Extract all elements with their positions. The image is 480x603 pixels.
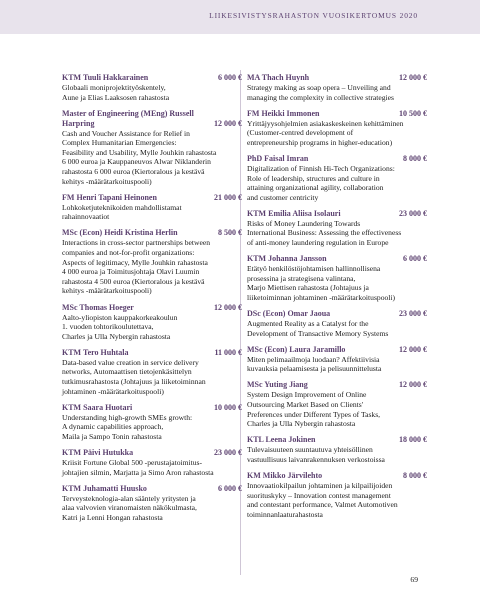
recipient-name: KTM Saara Huotari [62, 402, 133, 412]
grant-description [247, 390, 427, 428]
description-line: rahastosta 6 000 euroa (Kiertoralous ja kestävä [62, 167, 205, 177]
grant-description [62, 313, 242, 342]
grant-amount: 12 000 € [399, 344, 427, 354]
grant-description [62, 129, 242, 187]
grant-entry [62, 193, 242, 222]
grant-title-line [62, 348, 242, 358]
right-column [247, 73, 427, 526]
grant-description [247, 219, 427, 248]
description-line: and customer centricity [247, 192, 319, 202]
recipient-name [62, 109, 194, 129]
description-line: alaa valvovien viranomaisten näkökulmasta, [62, 503, 197, 513]
grant-amount: 8 000 € [403, 470, 427, 480]
grant-amount: 23 000 € [399, 309, 427, 318]
grant-entry [62, 448, 242, 477]
description-line: Cash and Voucher Assistance for Relief in [62, 128, 190, 138]
grant-amount: 10 500 € [399, 108, 427, 118]
grant-title-line [247, 471, 427, 481]
description-line: System Design Improvement of Online [247, 390, 367, 400]
grant-entry [62, 403, 242, 442]
description-line: johtaminen -määrätarkoituspooli) [62, 386, 164, 396]
recipient-name: KTM Johanna Jansson [247, 254, 327, 264]
recipient-name-line: Master of Engineering (MEng) Russell [62, 108, 194, 118]
description-line: attaining organizational agility, collaboration [247, 183, 384, 193]
grant-amount: 10 000 € [214, 402, 242, 412]
grant-entry [247, 109, 427, 148]
description-line: of anti-money laundering regulation in Europe [247, 238, 389, 248]
description-line: Miten pelimaailmoja luodaan? Affektiivisia [247, 354, 380, 364]
description-line: Charles ja Ulla Nybergin rahastosta [247, 419, 356, 429]
description-line: Complex Humanitarian Emergencies: [62, 138, 177, 148]
grant-title-line [247, 73, 427, 83]
description-line: Kriisit Fortune Global 500 -perustajatoimitus- [62, 457, 203, 467]
recipient-name: KTM Emilia Aliisa Isolauri [247, 208, 341, 218]
grant-description [247, 445, 427, 464]
description-line: Maila ja Sampo Tonin rahastosta [62, 431, 162, 441]
recipient-name: KTM Tuuli Hakkarainen [62, 73, 149, 82]
description-line: Data-based value creation in service delivery [62, 357, 199, 367]
left-column [62, 73, 242, 529]
description-line: rahastosta 4 500 euroa (Kiertoralous ja kestävä [62, 276, 205, 286]
grant-title-line [62, 109, 242, 129]
description-line: Globaali moniprojektityöskentely, [62, 83, 166, 92]
recipient-name: MSc Thomas Hoeger [62, 302, 134, 312]
grant-entry [62, 303, 242, 342]
recipient-name: FM Henri Tapani Heinonen [62, 192, 157, 202]
grant-description [247, 264, 427, 302]
grant-title-line [62, 484, 242, 494]
recipient-name: FM Heikki Immonen [247, 108, 320, 118]
description-line: (Customer-centred development of [247, 128, 354, 138]
grant-amount: 12 000 € [214, 302, 242, 312]
grant-entry [247, 380, 427, 428]
grant-title-line [62, 228, 242, 238]
description-line: Risks of Money Laundering Towards [247, 218, 361, 228]
description-line: johtajien silmin, Marjatta ja Simo Aron rahastosta [62, 467, 214, 477]
grant-title-line [62, 448, 242, 458]
grant-description [62, 494, 242, 523]
grant-entry [62, 228, 242, 296]
grant-entry [247, 73, 427, 102]
grant-amount: 12 000 € [214, 118, 242, 128]
grant-amount: 12 000 € [399, 73, 427, 82]
grant-description [62, 458, 242, 477]
recipient-name: MSc (Econ) Laura Jaramillo [247, 344, 346, 354]
grant-title-line [247, 380, 427, 390]
description-line: Yrittäjyysohjelmien asiakaskeskeinen kehittäminen [247, 118, 404, 128]
description-line: Strategy making as soap opera – Unveiling and [247, 83, 391, 92]
grant-amount: 6 000 € [218, 73, 242, 82]
grant-description [62, 238, 242, 296]
recipient-name: PhD Faisal Imran [247, 153, 309, 163]
grant-description [62, 203, 242, 222]
grant-entry [247, 345, 427, 374]
grant-title-line [247, 109, 427, 119]
grant-title-line [62, 403, 242, 413]
grant-description [62, 358, 242, 396]
description-line: Aune ja Elias Laaksosen rahastosta [62, 92, 170, 102]
description-line: Innovaatiokilpailun johtaminen ja kilpailijoiden [247, 480, 393, 490]
description-line: liiketoiminnan johtaminen -määrätarkoituspooli) [247, 292, 396, 302]
description-line: kehitys -määrätarkoituspooli) [62, 176, 152, 186]
description-line: Katri ja Lenni Hongan rahastosta [62, 512, 163, 522]
recipient-name-line: Harpring [62, 118, 95, 128]
description-line: kehitys -määrätarkoituspooli) [62, 286, 152, 296]
grant-description [247, 83, 427, 102]
grant-amount: 12 000 € [399, 380, 427, 390]
description-line: Charles ja Ulla Nybergin rahastosta [62, 331, 171, 341]
description-line: Marjo Miettisen rahastosta (Johtajuus ja [247, 283, 369, 293]
description-line: and contestant performance, Valmet Automotiven [247, 500, 398, 510]
grant-amount: 11 000 € [214, 347, 242, 357]
recipient-name: KTL Leena Jokinen [247, 435, 316, 445]
recipient-name: KM Mikko Järvilehto [247, 470, 323, 480]
grant-description [247, 164, 427, 202]
grant-title-line [247, 435, 427, 445]
grant-amount: 18 000 € [399, 435, 427, 445]
grant-description [62, 83, 242, 102]
grant-entry [247, 209, 427, 248]
grant-entry [247, 254, 427, 302]
grant-title-line [62, 303, 242, 313]
grant-entry [62, 348, 242, 396]
description-line: companies and not-for-profit organizations: [62, 248, 195, 258]
description-line: kuvauksia pelaamisesta ja pelisuunnittelusta [247, 364, 382, 374]
description-line: toiminnanlaaturahastosta [247, 509, 323, 519]
description-line: A dynamic capabilities approach, [62, 422, 164, 432]
description-line: Tulevaisuuteen suuntautuva yhteisöllinen [247, 445, 373, 455]
grant-title-line [247, 154, 427, 164]
grant-entry [62, 484, 242, 523]
description-line: entrepreneurship programs in higher-education) [247, 137, 393, 147]
grant-entry [247, 471, 427, 519]
description-line: Aalto-yliopiston kauppakorkeakoulun [62, 312, 178, 322]
description-line: 4 000 euroa ja Toimitusjohtaja Olavi Luumin [62, 267, 200, 277]
grant-entry [62, 109, 242, 187]
grant-amount: 23 000 € [399, 208, 427, 218]
grant-title-line [247, 309, 427, 319]
description-line: Understanding high-growth SMEs growth: [62, 412, 193, 422]
description-line: Aspects of legitimacy, Mylle Jouhkin rahastosta [62, 257, 208, 267]
grant-description [247, 319, 427, 338]
description-line: Preferences under Different Types of Tasks, [247, 409, 381, 419]
description-line: vastuullisuus laivanrakennuksen verkostoissa [247, 454, 385, 464]
header-title: LIIKESIVISTYSRAHASTON VUOSIKERTOMUS 2020 [209, 11, 418, 20]
grant-title-line [62, 73, 242, 83]
description-line: Digitalization of Finnish Hi-Tech Organizations: [247, 163, 395, 173]
description-line: suorituskyky – Innovation contest management [247, 490, 391, 500]
description-line: Augmented Reality as a Catalyst for the [247, 319, 369, 328]
description-line: Outsourcing Market Based on Clients' [247, 399, 364, 409]
grant-entry [247, 154, 427, 202]
grant-amount: 6 000 € [403, 254, 427, 264]
grant-title-line [62, 193, 242, 203]
recipient-name: KTM Tero Huhtala [62, 347, 129, 357]
description-line: Development of Transactive Memory Systems [247, 328, 389, 338]
description-line: Feasibility and Usability, Mylle Jouhkin rahastosta [62, 147, 217, 157]
description-line: prosessina ja strategisena valintana, [247, 273, 356, 283]
grant-amount: 21 000 € [214, 192, 242, 202]
grant-description [247, 355, 427, 374]
description-line: International Business: Assessing the effectiveness [247, 228, 402, 238]
description-line: 1. vuoden tohtorikoulutettava, [62, 322, 154, 332]
description-line: Etätyö henkilöstöjohtamisen hallinnollisena [247, 264, 381, 274]
description-line: managing the complexity in collective strategies [247, 92, 394, 102]
grant-title-line [247, 254, 427, 264]
grant-amount: 8 500 € [218, 228, 242, 238]
recipient-name: DSc (Econ) Omar Jaoua [247, 309, 331, 318]
description-line: networks, Automaattisen tietojenkäsittelyn [62, 367, 192, 377]
page-number: 69 [410, 575, 418, 584]
grant-amount: 23 000 € [214, 447, 242, 457]
grant-entry [247, 435, 427, 464]
description-line: tutkimusrahastosta (Johtajuus ja liiketoiminnan [62, 376, 206, 386]
recipient-name: KTM Päivi Hutukka [62, 447, 134, 457]
description-line: Interactions in cross-sector partnerships between [62, 238, 211, 248]
grant-amount: 8 000 € [403, 153, 427, 163]
recipient-name: MSc Yuting Jiang [247, 380, 308, 390]
recipient-name: MA Thach Huynh [247, 73, 310, 82]
recipient-name: MSc (Econ) Heidi Kristina Herlin [62, 228, 178, 238]
recipient-name: KTM Juhamatti Huusko [62, 483, 147, 493]
grant-entry [62, 73, 242, 102]
grant-title-line [247, 209, 427, 219]
description-line: Role of leadership, structures and culture in [247, 173, 380, 183]
description-line: 6 000 euroa ja Kauppaneuvos Alwar Niklanderin [62, 157, 211, 167]
description-line: Terveysteknologia-alan sääntely yritysten ja [62, 493, 196, 503]
description-line: Lohkoketjuteknikoiden mahdollistamat [62, 202, 182, 212]
grant-amount: 6 000 € [218, 483, 242, 493]
grant-entry [247, 309, 427, 338]
page-header [0, 0, 480, 34]
grant-description [247, 119, 427, 148]
grant-title-line [247, 345, 427, 355]
grant-description [62, 413, 242, 442]
grant-description [247, 481, 427, 519]
description-line: rahainnovaatiot [62, 212, 110, 222]
